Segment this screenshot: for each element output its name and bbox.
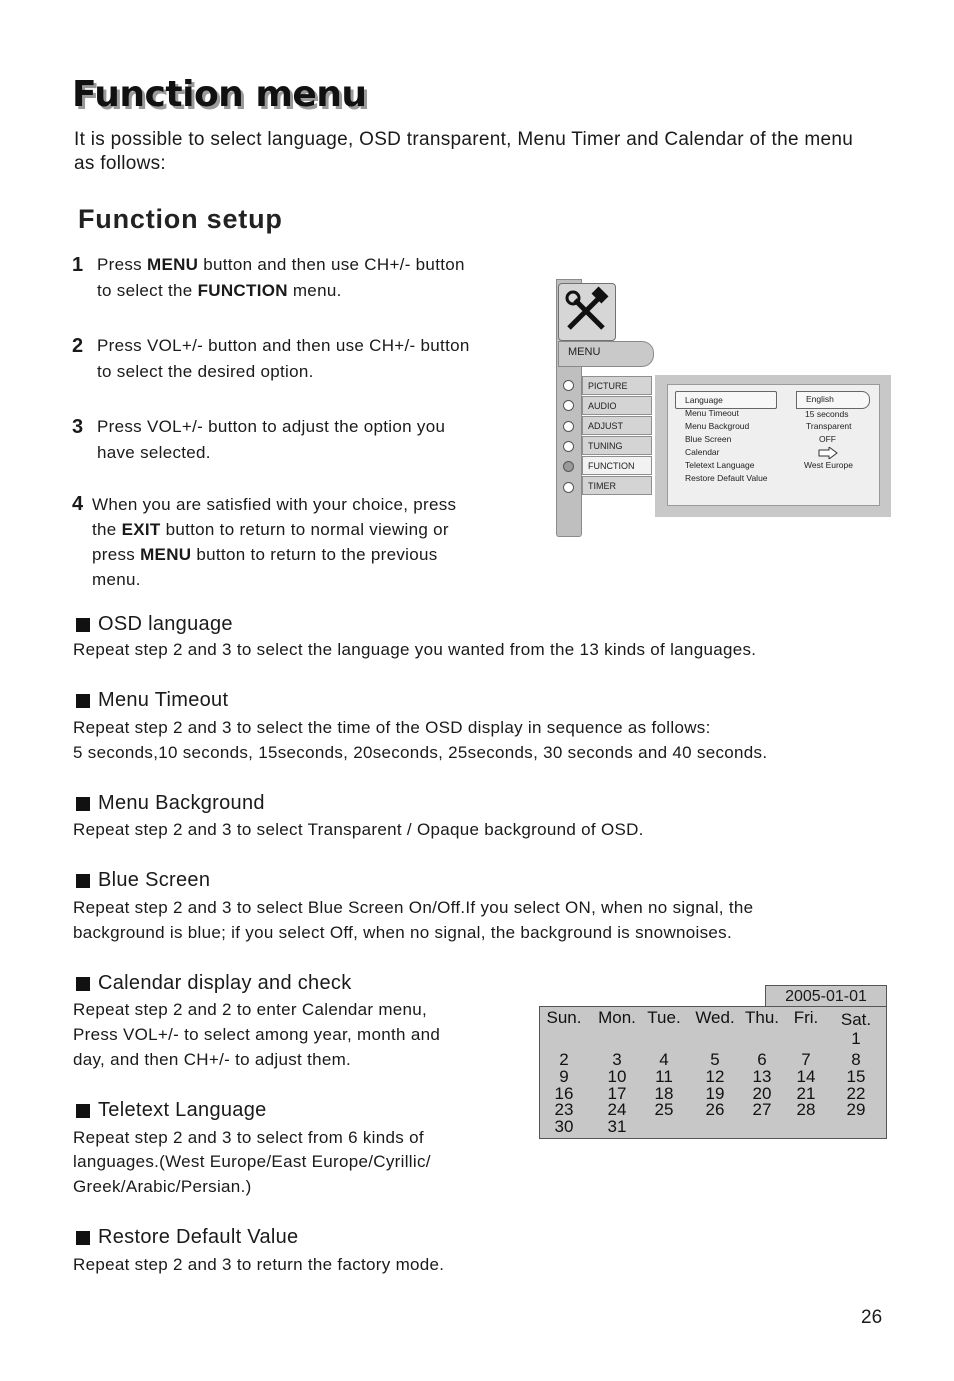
section-body: Repeat step 2 and 3 to select Transparent / Opaque background of OSD.	[73, 820, 644, 839]
calendar-day-header: Fri.	[793, 1008, 819, 1027]
step-text: button and then use CH+/- button to select the	[97, 255, 465, 300]
osd-value: OFF	[819, 434, 836, 444]
section-heading	[76, 972, 352, 995]
bullet-square-icon	[76, 797, 90, 811]
section-heading	[76, 869, 210, 892]
section-body: 5 seconds,10 seconds, 15seconds, 20seconds, 25seconds, 30 seconds and 40 seconds.	[73, 743, 768, 762]
section-body: day, and then CH+/- to adjust them.	[73, 1050, 352, 1069]
section-heading	[76, 1099, 267, 1122]
heading-text: Menu Timeout	[98, 689, 229, 711]
intro-text: It is possible to select language, OSD transparent, Menu Timer and Calendar of the menu as follows:	[74, 129, 854, 174]
heading-text: Teletext Language	[98, 1099, 267, 1121]
step-bold-key: MENU	[140, 545, 192, 564]
step-text: Press VOL+/- button to adjust the option you have selected.	[97, 417, 446, 462]
heading-text: OSD language	[98, 613, 233, 635]
calendar-day-cell: 10	[607, 1067, 627, 1086]
calendar-day-cell: 4	[659, 1050, 669, 1069]
calendar-day-cell: 29	[846, 1100, 866, 1119]
section-heading	[76, 1226, 298, 1249]
calendar-day-cell: 28	[796, 1100, 816, 1119]
osd-menu-tab	[558, 341, 654, 367]
calendar-day-header: Sun.	[546, 1008, 582, 1027]
bullet-square-icon	[76, 694, 90, 708]
step-4	[72, 492, 472, 592]
calendar-day-cell: 30	[554, 1117, 574, 1136]
osd-option: Menu Backgroud	[685, 421, 750, 431]
section-body: Press VOL+/- to select among year, month and	[73, 1025, 441, 1044]
osd-option: Menu Timeout	[685, 408, 739, 418]
osd-item-tuning	[582, 436, 652, 455]
osd-value: Transparent	[806, 421, 852, 431]
section-heading	[76, 689, 228, 712]
osd-menu-label: MENU	[568, 346, 601, 358]
calendar-day-cell: 7	[801, 1050, 811, 1069]
bullet-square-icon	[76, 874, 90, 888]
osd-value: English	[806, 394, 834, 404]
osd-option: Calendar	[685, 447, 720, 457]
osd-item-picture	[582, 376, 652, 395]
section-heading	[76, 792, 265, 815]
calendar-day-cell: 23	[554, 1100, 574, 1119]
calendar-day-cell: 11	[655, 1067, 673, 1086]
osd-item-audio	[582, 396, 652, 415]
calendar-day-header: Thu.	[744, 1008, 780, 1027]
heading-text: Calendar display and check	[98, 972, 352, 994]
section-heading	[76, 613, 233, 636]
section-body: Repeat step 2 and 2 to enter Calendar menu,	[73, 1000, 428, 1019]
osd-radio	[563, 441, 574, 452]
calendar-day-cell: 21	[796, 1084, 816, 1103]
osd-item-label: PICTURE	[588, 381, 628, 391]
osd-item-adjust	[582, 416, 652, 435]
calendar-day-cell: 2	[559, 1050, 569, 1069]
section-body: languages.(West Europe/East Europe/Cyrillic/	[73, 1152, 431, 1171]
calendar-day-cell: 25	[654, 1100, 674, 1119]
tools-icon	[558, 283, 616, 341]
bullet-square-icon	[76, 1104, 90, 1118]
section-body: Repeat step 2 and 3 to return the factory mode.	[73, 1255, 445, 1274]
calendar-day-cell: 14	[796, 1067, 816, 1086]
step-text: button to return to normal viewing or press	[92, 520, 449, 564]
section-title-function-setup: Function setup	[78, 204, 283, 234]
step-bold-key: MENU	[146, 255, 199, 274]
section-body: background is blue; if you select Off, when no signal, the background is snownoises.	[73, 923, 732, 942]
step-text: Press	[97, 255, 147, 274]
calendar-day-cell: 26	[705, 1100, 725, 1119]
step-number: 4	[72, 493, 84, 515]
calendar-day-cell: 18	[654, 1084, 674, 1103]
step-3	[72, 414, 472, 466]
section-body: Repeat step 2 and 3 to select the time of the OSD display in sequence as follows:	[73, 718, 711, 737]
calendar-day-cell: 27	[752, 1100, 772, 1119]
osd-value: West Europe	[804, 460, 853, 470]
calendar-day-cell: 5	[710, 1050, 720, 1069]
step-text: button to return to the previous menu.	[92, 545, 438, 589]
section-body: Greek/Arabic/Persian.)	[73, 1177, 252, 1196]
heading-text: Restore Default Value	[98, 1226, 299, 1248]
osd-option: Restore Default Value	[685, 473, 768, 483]
calendar-day-cell: 16	[554, 1084, 574, 1103]
section-body: Repeat step 2 and 3 to select Blue Screen On/Off.If you select ON, when no signal, the	[73, 898, 754, 917]
page-title: Function menu	[72, 74, 367, 115]
calendar-day-header: Mon.	[598, 1008, 636, 1027]
calendar-day-cell: 31	[607, 1117, 627, 1136]
osd-item-label: ADJUST	[588, 421, 624, 431]
calendar-day-cell: 15	[846, 1067, 866, 1086]
calendar-day-header: Tue.	[647, 1008, 681, 1027]
calendar-day-header: Wed.	[695, 1008, 735, 1027]
osd-item-label: TIMER	[588, 481, 616, 491]
calendar-day-cell: 20	[752, 1084, 772, 1103]
osd-radio	[563, 400, 574, 411]
osd-item-function	[582, 456, 652, 475]
step-number: 3	[72, 416, 84, 438]
calendar-day-cell: 3	[612, 1050, 622, 1069]
page-number: 26	[861, 1307, 883, 1328]
step-bold-key: FUNCTION	[197, 281, 288, 300]
osd-radio	[563, 421, 574, 432]
bullet-square-icon	[76, 1231, 90, 1245]
step-2	[72, 333, 472, 385]
calendar-day-cell: 17	[607, 1084, 627, 1103]
osd-item-label: TUNING	[588, 441, 623, 451]
step-number: 2	[72, 335, 84, 357]
calendar-day-cell: 6	[757, 1050, 767, 1069]
step-1	[72, 252, 472, 304]
calendar-day-cell: 9	[559, 1067, 569, 1086]
osd-item-label: AUDIO	[588, 401, 617, 411]
step-text: Press VOL+/- button and then use CH+/- button to select the desired option.	[97, 336, 470, 381]
calendar-day-cell: 22	[846, 1084, 866, 1103]
calendar-day-cell: 19	[705, 1084, 725, 1103]
bullet-square-icon	[76, 618, 90, 632]
osd-item-timer	[582, 476, 652, 495]
osd-value: 15 seconds	[805, 409, 849, 419]
osd-option: Blue Screen	[685, 434, 732, 444]
step-text: When you are satisfied with your choice, press the	[92, 495, 457, 539]
step-bold-key: EXIT	[121, 520, 161, 539]
osd-radio	[563, 482, 574, 493]
calendar-day-cell: 24	[607, 1100, 627, 1119]
calendar-date: 2005-01-01	[765, 985, 887, 1008]
osd-option: Language	[685, 395, 723, 405]
calendar-day-cell: 8	[851, 1050, 861, 1069]
osd-option: Teletext Language	[685, 460, 755, 470]
osd-radio-selected	[563, 461, 574, 472]
section-body: Repeat step 2 and 3 to select from 6 kinds of	[73, 1128, 424, 1147]
calendar-day-cell: 1	[851, 1029, 861, 1048]
osd-item-label: FUNCTION	[588, 461, 635, 471]
calendar-day-cell: 13	[752, 1067, 772, 1086]
step-number: 1	[72, 254, 84, 276]
heading-text: Menu Background	[98, 792, 265, 814]
step-text: menu.	[287, 281, 342, 300]
osd-radio	[563, 380, 574, 391]
calendar-day-header: Sat.	[840, 1010, 872, 1029]
bullet-square-icon	[76, 977, 90, 991]
heading-text: Blue Screen	[98, 869, 211, 891]
section-body: Repeat step 2 and 3 to select the language you wanted from the 13 kinds of languages.	[73, 640, 757, 659]
calendar-day-cell: 12	[705, 1067, 725, 1086]
